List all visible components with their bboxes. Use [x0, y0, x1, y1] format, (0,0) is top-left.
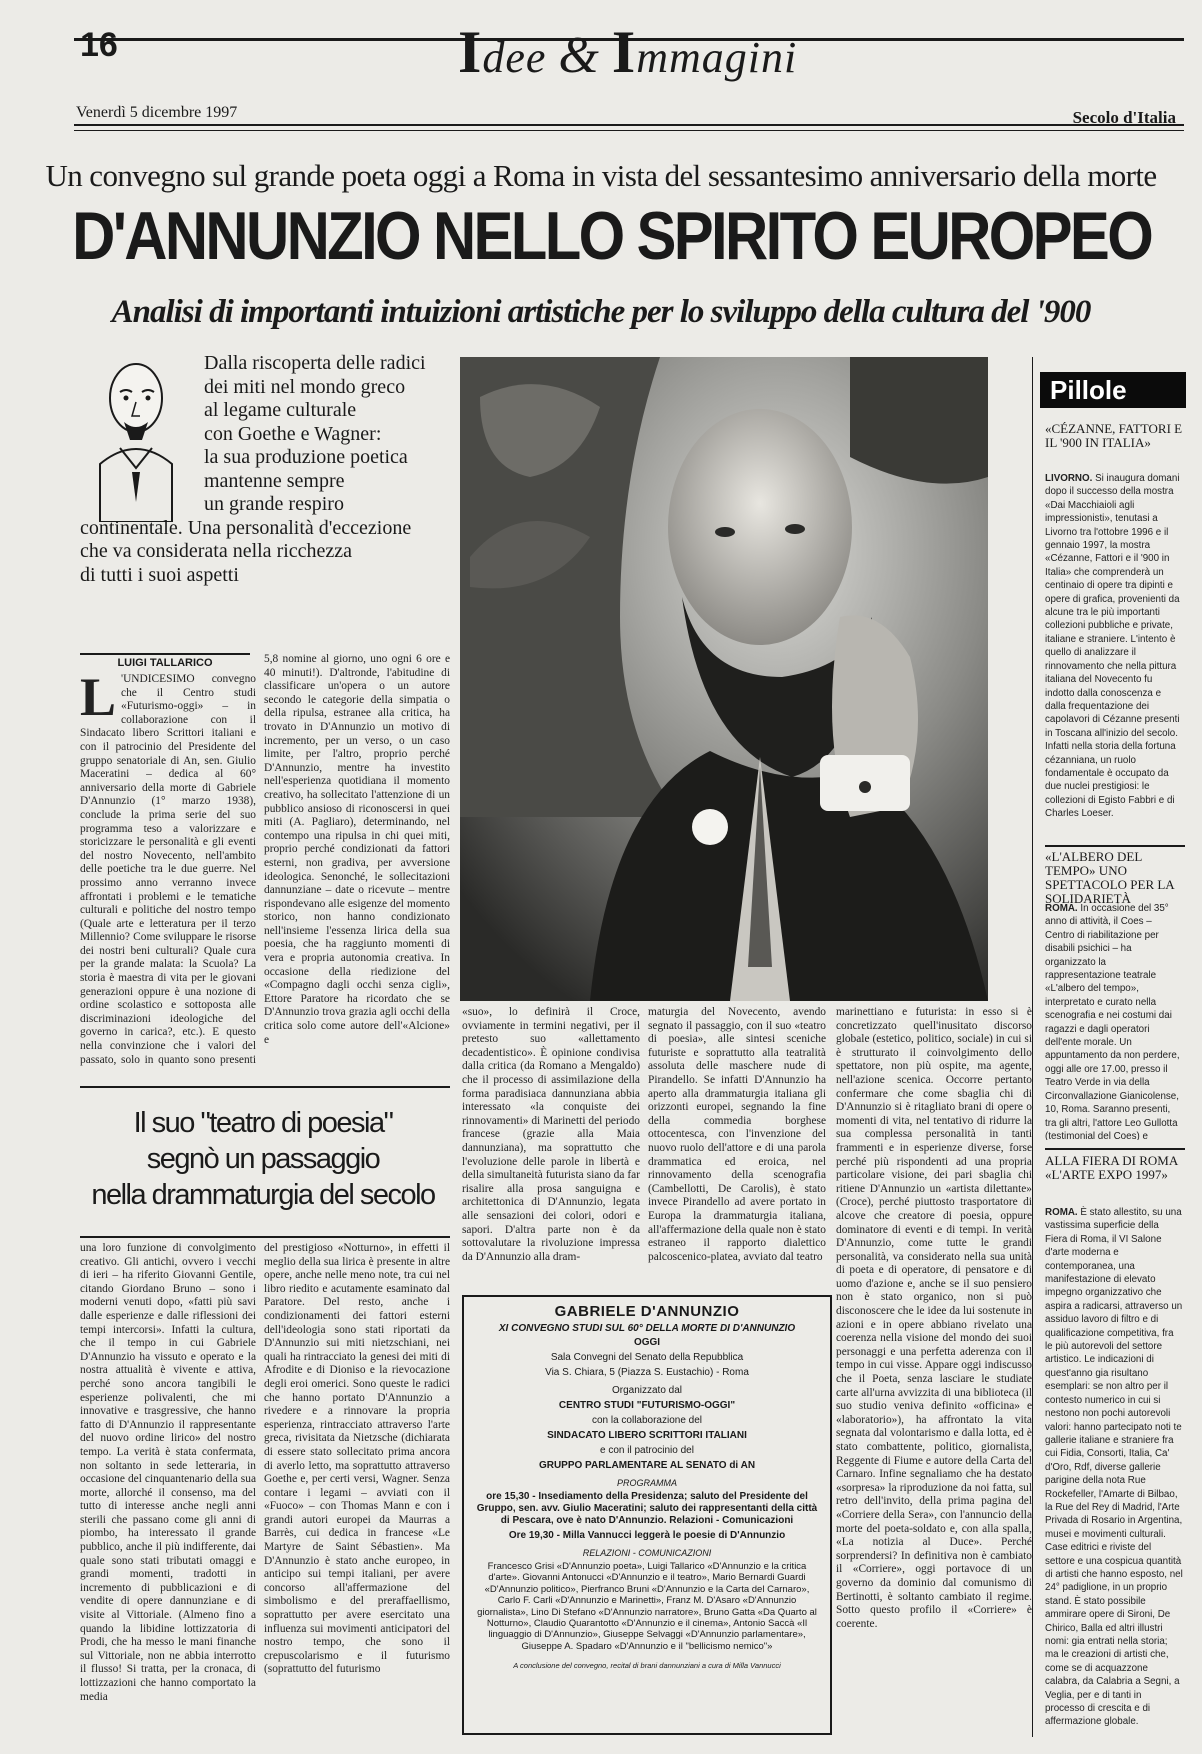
sidebar-item-body: È stato allestito, su una vastissima superficie della Fiera di Roma, il VI Salone d'arte moderna e contemporanea, una manifestazione di elevato impegno organizzativo che aspira a radicarsi, attraverso un assiduo lavoro di filtro e di qualificazione competitiva, fra le più autorevoli del settore artistico. Le indicazioni di quest'anno gia risultano esemplari: se non altro per il contesto numerico in cui si nestono non pochi autorevoli valori: hanno partecipato noti te gallerie italiane e straniere fra cui Fidia, Consorti, Italia, Ca' d'Oro, Rdf, diverse gallerie parigine della nota Rue Rockefeller, l'Amarte di Bilbao, la Rue del Rey di Madrid, l'Arte Privada di Rosario in Argentina, musei e movimenti culturali. Case editrici e riviste del settore e una cospicua quantità di artisti che hanno esposto, nel 24° padiglione, in un proprio stand. È stato possibile ammirare opere di Sironi, De Chirico, Balla ed altri illustri nomi: gia entrati nella storia; ma le creazioni di artisti che, come se di acquazzone calabra, da Calabria a Segni, a Veglia, per e di tanti in processo di crescita e di affermazione globale. [1045, 1207, 1183, 1728]
relations-label: RELAZIONI - COMUNICAZIONI [582, 1548, 712, 1558]
sidebar-item-title: «CÉZANNE, FATTORI E IL '900 IN ITALIA» [1045, 421, 1183, 450]
intro-line: continentale. Una personalità d'eccezione [80, 516, 412, 539]
subheadline: Analisi di importanti intuizioni artistiche per lo sviluppo della cultura del '900 [111, 294, 1091, 330]
body-column-6 [80, 1242, 256, 1738]
sidebar-item-title: ALLA FIERA DI ROMA «L'ARTE EXPO 1997» [1045, 1153, 1178, 1182]
program-label: PROGRAMMA [616, 1478, 677, 1488]
issue-date: Venerdì 5 dicembre 1997 [76, 104, 238, 121]
announcement-when: OGGI [633, 1337, 661, 1348]
sidebar-title: Pillole [1040, 372, 1186, 408]
announcement-venue: Sala Convegni del Senato della Repubblica [550, 1352, 744, 1363]
intro-line: un grande respiro [204, 493, 344, 515]
byline: LUIGI TALLARICO [80, 653, 250, 669]
announcement-org: GRUPPO PARLAMENTARE AL SENATO di AN [538, 1460, 756, 1471]
sidebar-item-city: ROMA. [1045, 903, 1078, 914]
body-text: «suo», lo definirà il Croce, ovviamente in termini negativi, per il pretesto suo «allettamento decadentistico». È opinione condivisa dalla critica (da Romano a Mengaldo) che il processo di assimilazione della forma paradisiaca dannunziana abbia interessato «la conquiste dei rinnovamenti» di Marinetti del periodo francese (grazie alla Maia dannunziana), ma soprattutto che l'evoluzione delle parole in libertà e della simultaneità futurista siano da far risalire alla prosa sanguigna e architettonica di D'Annunzio, legata alle sensazioni dei colori, odori e sapori. D'altra parte non è da sottovalutare la rivoluzione impressa da D'Annunzio alla dram- [462, 1006, 640, 1263]
page-number: 16 [80, 26, 118, 64]
sidebar-item-city: LIVORNO. [1045, 473, 1093, 484]
section-word-dee: dee [482, 33, 547, 82]
sidebar-rule [1045, 1148, 1185, 1150]
body-column-2 [264, 653, 450, 1068]
header-rule-thin [74, 130, 1184, 131]
event-announcement [462, 1295, 832, 1735]
program-item: Ore 19,30 - Milla Vannucci leggerà le poesie di D'Annunzio [508, 1530, 786, 1541]
secondary-headline [80, 1089, 446, 1249]
sidebar-item-title: «L'ALBERO DEL TEMPO» UNO SPETTACOLO PER LA SOLIDARIETÀ [1045, 849, 1174, 906]
intro-text [80, 352, 450, 587]
secondary-headline-line: nella drammaturgia del secolo [91, 1179, 435, 1211]
box-rule-top [80, 1086, 450, 1088]
sidebar-rule [1045, 845, 1185, 847]
program-item: ore 15,30 - Insediamento della Presidenza; saluto del Presidente del Gruppo, sen. avv. Giulio Maceratini; saluto dei rappresentanti della città di Pescara, ove è nato D'Annunzio. Relazioni - Comunicazioni [476, 1491, 818, 1526]
body-text: 'UNDICESIMO convegno che il Centro studi «Futurismo-oggi» – in collaborazione con il Sindacato libero Scrittori italiani e con il patrocinio del Presidente del gruppo senatoriale di An, sen. Giulio Maceratini – dedica al 60° anniversario della morte di Gabriele D'Annunzio (1° marzo 1938), conclude la prima serie del suo programma teso a valorizzare e storicizzare le personalità e gli eventi del nostro Novecento, nell'ambito delle poetiche tra le due guerre. Nel prossimo anno verranno invece affrontati i problemi e le tematiche culturali e politiche del nostro tempo (Quale arte e letteratura per il terzo Millennio? Come sviluppare le risorse dei nostri beni culturali? Quale cura per la grande malata: la Scuola? La storia è maestra di vita per le giovani generazioni oppure è una nozione di ordine scolastico e sottoposta alle discriminazioni ideologiche del governo in carica?, etc.). E questo nella convinzione che i valori del passato, solo in quanto sono presenti [80, 673, 256, 1066]
body-column-3 [462, 1006, 640, 1281]
body-column-1 [80, 673, 256, 1068]
announcement-org: SINDACATO LIBERO SCRITTORI ITALIANI [547, 1430, 747, 1441]
intro-line: di tutti i suoi aspetti [80, 563, 239, 586]
intro-line: con Goethe e Wagner: [204, 422, 382, 445]
announcement-org: con la collaborazione del [591, 1415, 703, 1426]
body-text: del prestigioso «Notturno», in effetti il meglio della sua lirica è presente in altre opere, anche nelle meno note, tra cui nel libro riedito e acutamente esaminato dal Paratore. Del resto, anche i condizionamenti dei fattori esterni dell'ideologia sono stati riportati da D'Annunzio sui miti nietzschiani, nei quali ha rintracciato la genesi dei miti di Afrodite e di Dioniso e la rievocazione degli eroi omerici. Sono queste le radici che hanno portato D'Annunzio a rivedere e a rinnovare la propria esperienza, rintracciato attraverso l'arte greca, rivisitata da Nietzsche (dichiarata di essere stato sollecitato prima ancora di averlo letto, ma soprattutto attraverso Goethe e, per certi versi, Wagner. Senza contare i legami – avviati con il «Fuoco» – con Thomas Mann e con i grandi autori europei da Maurras a Barrès, cui dedica in francese «Le Martyre de Saint Sébastien». Ma D'Annunzio è stato anche europeo, in anticipo sui tempi italiani, per avere concorso all'affermazione del simbolismo e del preraffaellismo, soprattutto per avere esercitato una influenza sui movimenti anticipatori del nostro tempo, che sono il crepuscolarismo e il futurismo (soprattutto del futurismo [264, 1242, 450, 1676]
intro-line: Dalla riscoperta delle radici [204, 352, 426, 374]
intro-line: dei miti nel mondo greco [204, 375, 406, 398]
sidebar-item-body: Si inaugura domani dopo il successo della mostra «Dai Macchiaioli agli impressionisti», tenutasi a Livorno tra l'ottobre 1996 e il gennaio 1997, la mostra «Cézanne, Fattori e il '900 in Italia» che comprenderà un centinaio di opere tra dipinti e opere di grafica, provenienti da alcune tra le più importanti collezioni pubbliche e private, italiane e straniere. L'intento è quello di analizzare il rinnovamento che nella pittura italiana del Novecento fu indotto dalla conoscenza e dalla frequentazione dei capolavori di Cézanne presenti in Toscana all'inizio del secolo. Infatti nella storia della fortuna cézanniana, un ruolo fondamentale è occupato da due nuclei prestigiosi: le collezioni di Egisto Fabbri e di Charles Loeser. [1045, 473, 1180, 820]
announcement-footer: A conclusione del convegno, recital di brani dannunziani a cura di Milla Vannucci [513, 1661, 781, 1671]
relations-list: Francesco Grisi «D'Annunzio poeta», Luigi Tallarico «D'Annunzio e la critica d'arte». Giovanni Antonucci «D'Annunzio e il teatro», Mario Bernardi Guardi «D'Annunzio politico», Pierfranco Bruni «D'Annunzio e la Carta del Carnaro», Carlo F. Carli «D'Annunzio e Marinetti», Franz M. D'Asaro «D'Annunzio giornalista», Lino Di Stefano «D'Annunzio narratore», Bruno Gatta «Da Quarto al Notturno», Claudio Quarantotto «D'Annunzio e il cinema», Antonio Saccà «Il linguaggio di D'Annunzio», Giuseppe Selvaggi «D'Annunzio parlamentare», Giuseppe A. Spadaro «D'Annunzio e il "bellicismo nemico"» [477, 1561, 817, 1652]
intro-line: al legame culturale [204, 399, 357, 421]
body-text: marinettiano e futurista: in esso si è concretizzato quell'inusitato discorso globale (estetico, politico, sociale) in cui si è strutturato il coinvolgimento dello spettatore, non più ospite, ma agente, nell'azione scenica. Occorre pertanto confermare che come sbaglia chi di D'Annunzio si è ritagliato brani di opere o momenti di vita, nel tentativo di ridurre la sua complessa personalità in tanti frammenti e in esperienze diverse, forse perché più rispondenti ad una propria particolare visione, dei pari sbaglia chi ritiene D'Annunzio un «artista dilettante» (Croce), perché piuttosto trasportatore di alcove che creatore di poesia, oppure dominatore di eventi e di tempi. In verità D'Annunzio, come tutte le grandi personalità, va considerato nella sua unità di poeta e di operatore, di pensatore e di uomo d'azione e, anche se il suo pensiero non è stato organico, non si può disconoscere che le idee da lui sostenute in azioni e in opere abbiano rivelato una coerenza nella visione del mondo dei suoi personaggi e una perfetta aderenza con il tempo in cui visse. Appare oggi indiscusso che il Poeta, senza lasciare le studiate carte all'urna avvizzita di una biblioteca (il suo studio veniva definito «officina» e «laboratorio»), ha affrontato la vita segnata dal volontarismo e dalla lotta, ed è stato combattente, politico, giornalista, Reggente di Fiume e autore della Carta del Carnaro. Infine segnaliamo che ha destato «sorpresa» la riproduzione da noi fatta, sul retro dell'invito, della prima pagina del «Corriere della Sera», con l'annuncio della morte del poeta-soldato e, con alla spalla, «La notizia al Duce». Perché sorprendersi? In definitiva non è cambiato il «Corriere», oggi portavoce di un governo da dominio dal comunismo di Bertinotti, è soltanto cambiato il regime. Sotto questo profilo il «Corriere» è coerente. [836, 1006, 1032, 1630]
intro-line: che va considerata nella ricchezza [80, 540, 353, 562]
announcement-org-label: Organizzato dal [611, 1385, 683, 1396]
kicker: Un convegno sul grande poeta oggi a Roma in vista del sessantesimo anniversario della morte [45, 158, 1157, 193]
drop-cap: L [80, 673, 117, 727]
announcement-org: CENTRO STUDI "FUTURISMO-OGGI" [558, 1400, 736, 1411]
section-letter-i2: I [611, 19, 637, 85]
announcement-org: e con il patrocinio del [600, 1445, 694, 1456]
sidebar-item-city: ROMA. [1045, 1207, 1078, 1218]
announcement-title: GABRIELE D'ANNUNZIO [554, 1303, 740, 1320]
secondary-headline-line: Il suo "teatro di poesia" [133, 1107, 393, 1139]
section-ampersand: & [558, 27, 600, 84]
body-column-5 [836, 1006, 1032, 1738]
sidebar-divider [1032, 357, 1033, 1737]
body-text: 5,8 nomine al giorno, uno ogni 6 ore e 40 minuti!). D'altronde, l'abitudine di classificare un'opera o un autore secondo le categorie della simpatia o della ripulsa, estranee alla critica, ha trovato in D'Annunzio un motivo di incremento, per un verso, o un caso limite, per l'altro, proprio perché D'Annunzio, mentre ha investito nell'esperienza quotidiana il momento creativo, ha sollecitato l'attenzione di un pubblico ansioso di riconoscersi in quei miti (A. Pagliaro), determinando, nel contempo una ripulsa in chi quei miti, proprio perché condizionati da fattori esterni, non gradiva, per avversione ideologica. Senonché, le sollecitazioni dannunziane – date o ricevute – mentre rispondevano alle esigenze del momento storico, non hanno condizionato nell'insieme l'essenza lirica della sua poesia, che ha raggiunto momenti di vera e propria autonomia creativa. In occasione della riedizione del «Compagno dagli occhi senza cigli», Ettore Paratore ha ricordato che se D'Annunzio trova grazia agli occhi della critica solo come autore dell'«Alcione» e [264, 653, 450, 1046]
sidebar-item-text [1045, 902, 1183, 1140]
body-column-7 [264, 1242, 450, 1738]
announcement-venue: Via S. Chiara, 5 (Piazza S. Eustachio) - Roma [545, 1367, 749, 1378]
section-word-mmagini: mmagini [636, 33, 798, 82]
sidebar-item-text [1045, 472, 1183, 842]
intro-line: mantenne sempre [204, 469, 345, 492]
body-text: maturgia del Novecento, avendo segnato il passaggio, con il suo «teatro di poesia», alle sintesi sceniche futuriste e soprattutto alla teatralità assoluta delle maschere nude di Pirandello. Se infatti D'Annunzio ha aperto alla drammaturgia italiana gli orizzonti europei, segnando la fine della commedia borghese ottocentesca, con l'invenzione del nuovo ruolo dell'attore e di una parola drammatica ed eroica, nel rinnovamento della scenografia (Cambellotti, De Carolis), è stato invece Pirandello ad avere portato in Europa la drammaturgia italiana, all'affermazione della quale non è stato estraneo il rapporto dialettico palcoscenico-platea, avviato dal teatro [648, 1006, 826, 1263]
body-text: una loro funzione di convolgimento creativo. Gli antichi, ovvero i vecchi di ieri – ha riferito Giovanni Gentile, citando Giordano Bruno – sono i moderni venuti dopo, «fatti più savi dalle esperienze e dalle riflessioni dei tempi intercorsi». Infatti la cultura, che il tempo in cui Gabriele D'Annunzio ha vissuto e operato e la nostra attualità è vivente e attiva, perché sono ancora tangibili le esperienze polivalenti, che mi innovative e trasgressive, che hanno fatto di D'Annunzio il rappresentante del nuovo ordine lirico» del nostro tempo. La verità è stata confermata, non soltanto in sede letteraria, in occasione del cinquantenario della sua morte, allorché il consenso, ma del tutto di interesse anche negli anni sterili che passano come gli anni di piombo, ha interessato il grande pubblico, anche il più indifferente, dai quale sono stati tributati omaggi e grandi momenti, tradotti in incremento di pubblicazioni e di vendite di opere dannunziane e di visite al Vittoriale. (Almeno fino a quando la libidine lottizzatoria di Prodi, che ha messo le mani finanche sul Vittoriale, non ne abbia interrotto il flusso! Si tratta, per la cronaca, di lottizzazioni che hanno comportato la media [80, 1242, 256, 1703]
headline: D'ANNUNZIO NELLO SPIRITO EUROPEO [72, 198, 1152, 274]
section-letter-i: I [458, 19, 483, 85]
sidebar-item-text [1045, 1206, 1183, 1738]
sidebar-item-body: In occasione del 35° anno di attività, il Coes – Centro di riabilitazione per disabili psichici – ha organizzato la rappresentazione teatrale «L'albero del tempo», interpretato e curato nella scenografia e nei costumi dai ragazzi e dagli operatori dell'ente morale. Un appuntamento da non perdere, oggi alle ore 17.00, presso il Teatro Verde in via della Circonvallazione Gianicolense, 10, Roma. Saranno presenti, tra gli altri, l'attore Leo Gullotta (testimonial del Coes) e [1045, 903, 1180, 1140]
section-title [458, 19, 798, 85]
masthead: Secolo d'Italia [1072, 108, 1176, 127]
body-column-4 [648, 1006, 826, 1281]
secondary-headline-line: segnò un passaggio [146, 1143, 380, 1175]
portrait-photo [460, 357, 988, 1001]
announcement-subtitle: XI CONVEGNO STUDI SUL 60° DELLA MORTE DI D'ANNUNZIO [498, 1323, 796, 1334]
header-rule [74, 124, 1184, 126]
intro-line: la sua produzione poetica [204, 446, 408, 468]
box-rule-bottom [80, 1236, 450, 1238]
